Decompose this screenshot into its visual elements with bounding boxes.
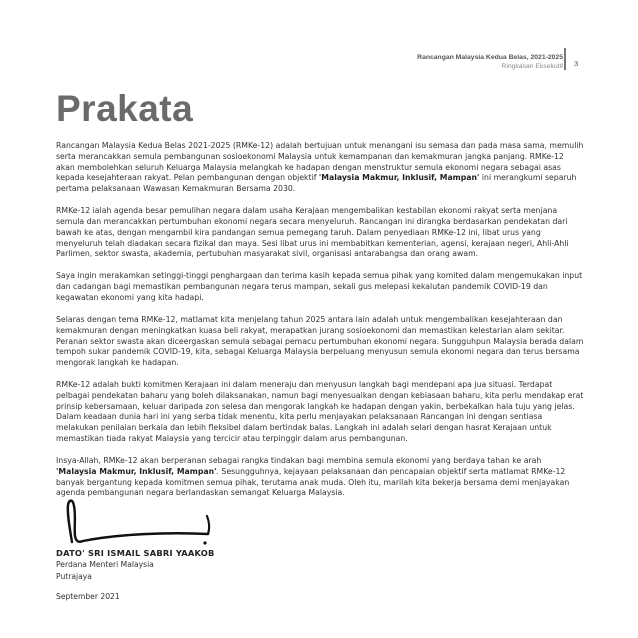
paragraph-3: Saya ingin merakamkan setinggi-tinggi penghargaan dan terima kasih kepada semua pihak yang komited dalam mengemukakan input dan cadangan bagi memastikan pembangunan negara terus mampan, sekali gus melepasi kekalutan pandemik COVID-19 dan kegawatan ekonomi yang kita hadapi.	[56, 271, 583, 302]
signatory-name: DATO' SRI ISMAIL SABRI YAAKOB	[56, 548, 215, 558]
paragraph-6: Insya-Allah, RMKe-12 akan berperanan sebagai rangka tindakan bagi membina semula ekonomi yang berdaya tahan ke arah 'Malaysia Makmur, Inklusif, Mampan'. Sesungguhnya, kejayaan pelaksanaan dan pencapaian objektif serta matlamat RMKe-12 banyak bergantung kepada komitmen semua pihak, terutama anak muda. Oleh itu, marilah kita bekerja bersama demi menjayakan agenda pembangunan negara berlandaskan semangat Keluarga Malaysia.	[56, 456, 570, 498]
signatory-block	[56, 547, 215, 582]
document-date: September 2021	[56, 592, 120, 601]
paragraph-5: RMKe-12 adalah bukti komitmen Kerajaan ini dalam meneraju dan menyusun langkah bagi mendepani apa jua situasi. Terdapat pelbagai pendekatan baharu yang boleh dilaksanakan, namun bagi menyesuaikan dengan kebiasaan baharu, kita perlu mendakap erat prinsip kebersamaan, keluar daripada zon selesa dan mengorak langkah ke hadapan dengan yakin, berbekalkan hala tuju yang jelas. Dalam keadaan dunia hari ini yang serba tidak menentu, kita perlu menjayakan pelaksanaan Rancangan ini dengan sentiasa melakukan penilaian berkala dan lebih fleksibel dalam bertindak balas. Langkah ini adalah selari dengan hasrat Kerajaan untuk memastikan tiada rakyat Malaysia yang tercicir atau terpinggir dalam arus pembangunan.	[56, 380, 584, 444]
header-section-name: Ringkasan Eksekutif	[501, 63, 563, 70]
page-title: Prakata	[56, 88, 194, 129]
emphasis-objective: 'Malaysia Makmur, Inklusif, Mampan'	[56, 466, 217, 476]
header-divider	[564, 48, 566, 70]
paragraph-4: Selaras dengan tema RMKe-12, matlamat kita menjelang tahun 2025 antara lain adalah untuk mengembalikan kesejahteraan dan kemakmuran dengan meningkatkan kuasa beli rakyat, merapatkan jurang sosioekonomi dan memastikan kelestarian alam sekitar. Peranan sektor swasta akan diceergaskan semula sebagai pemacu pertumbuhan ekonomi negara. Sungguhpun Malaysia berada dalam tempoh sukar pandemik COVID-19, kita, sebagai Keluarga Malaysia berpeluang menyusun semula ekonomi negara dan terus bersama mengorak langkah ke hadapan.	[56, 314, 584, 368]
emphasis-objective: 'Malaysia Makmur, Inklusif, Mampan'	[318, 173, 480, 183]
paragraph-1: Rancangan Malaysia Kedua Belas 2021-2025 (RMKe-12) adalah bertujuan untuk menangani isu semasa dan pada masa sama, memulih serta merancakkan semula pembangunan sosioekonomi Malaysia untuk kemampanan dan kemakmuran jangka panjang. RMKe-12 akan membolehkan seluruh Keluarga Malaysia melangkah ke hadapan dengan menstruktur semula ekonomi negara sebagai asas kepada kesejahteraan rakyat. Pelan pembangunan dengan objektif 'Malaysia Makmur, Inklusif, Mampan' ini merangkumi separuh pertama pelaksanaan Wawasan Kemakmuran Bersama 2030.	[56, 141, 584, 194]
paragraph-2: RMKe-12 ialah agenda besar pemulihan negara dalam usaha Kerajaan mengembalikan kestabilan ekonomi rakyat serta menjana semula dan merancakkan pertumbuhan ekonomi negara secara menyeluruh. Rancangan ini dirangka berdasarkan pendekatan dari bawah ke atas, dengan mengambil kira pandangan semua pemegang taruh. Dalam penyediaan RMKe-12 ini, libat urus yang menyeluruh telah diadakan secara fizikal dan maya. Sesi libat urus ini membabitkan kementerian, agensi, kerajaan negeri, Ahli-Ahli Parlimen, sektor swasta, akademia, pertubuhan masyarakat sivil, organisasi antarabangsa dan orang awam.	[56, 206, 569, 259]
signatory-place: Putrajaya	[56, 571, 92, 581]
running-header	[417, 53, 563, 71]
handwritten-signature	[58, 488, 223, 548]
page-number: 3	[574, 59, 579, 68]
signatory-role: Perdana Menteri Malaysia	[56, 560, 154, 569]
foreword-body	[56, 141, 584, 510]
header-document-title: Rancangan Malaysia Kedua Belas, 2021-2025	[417, 54, 563, 61]
